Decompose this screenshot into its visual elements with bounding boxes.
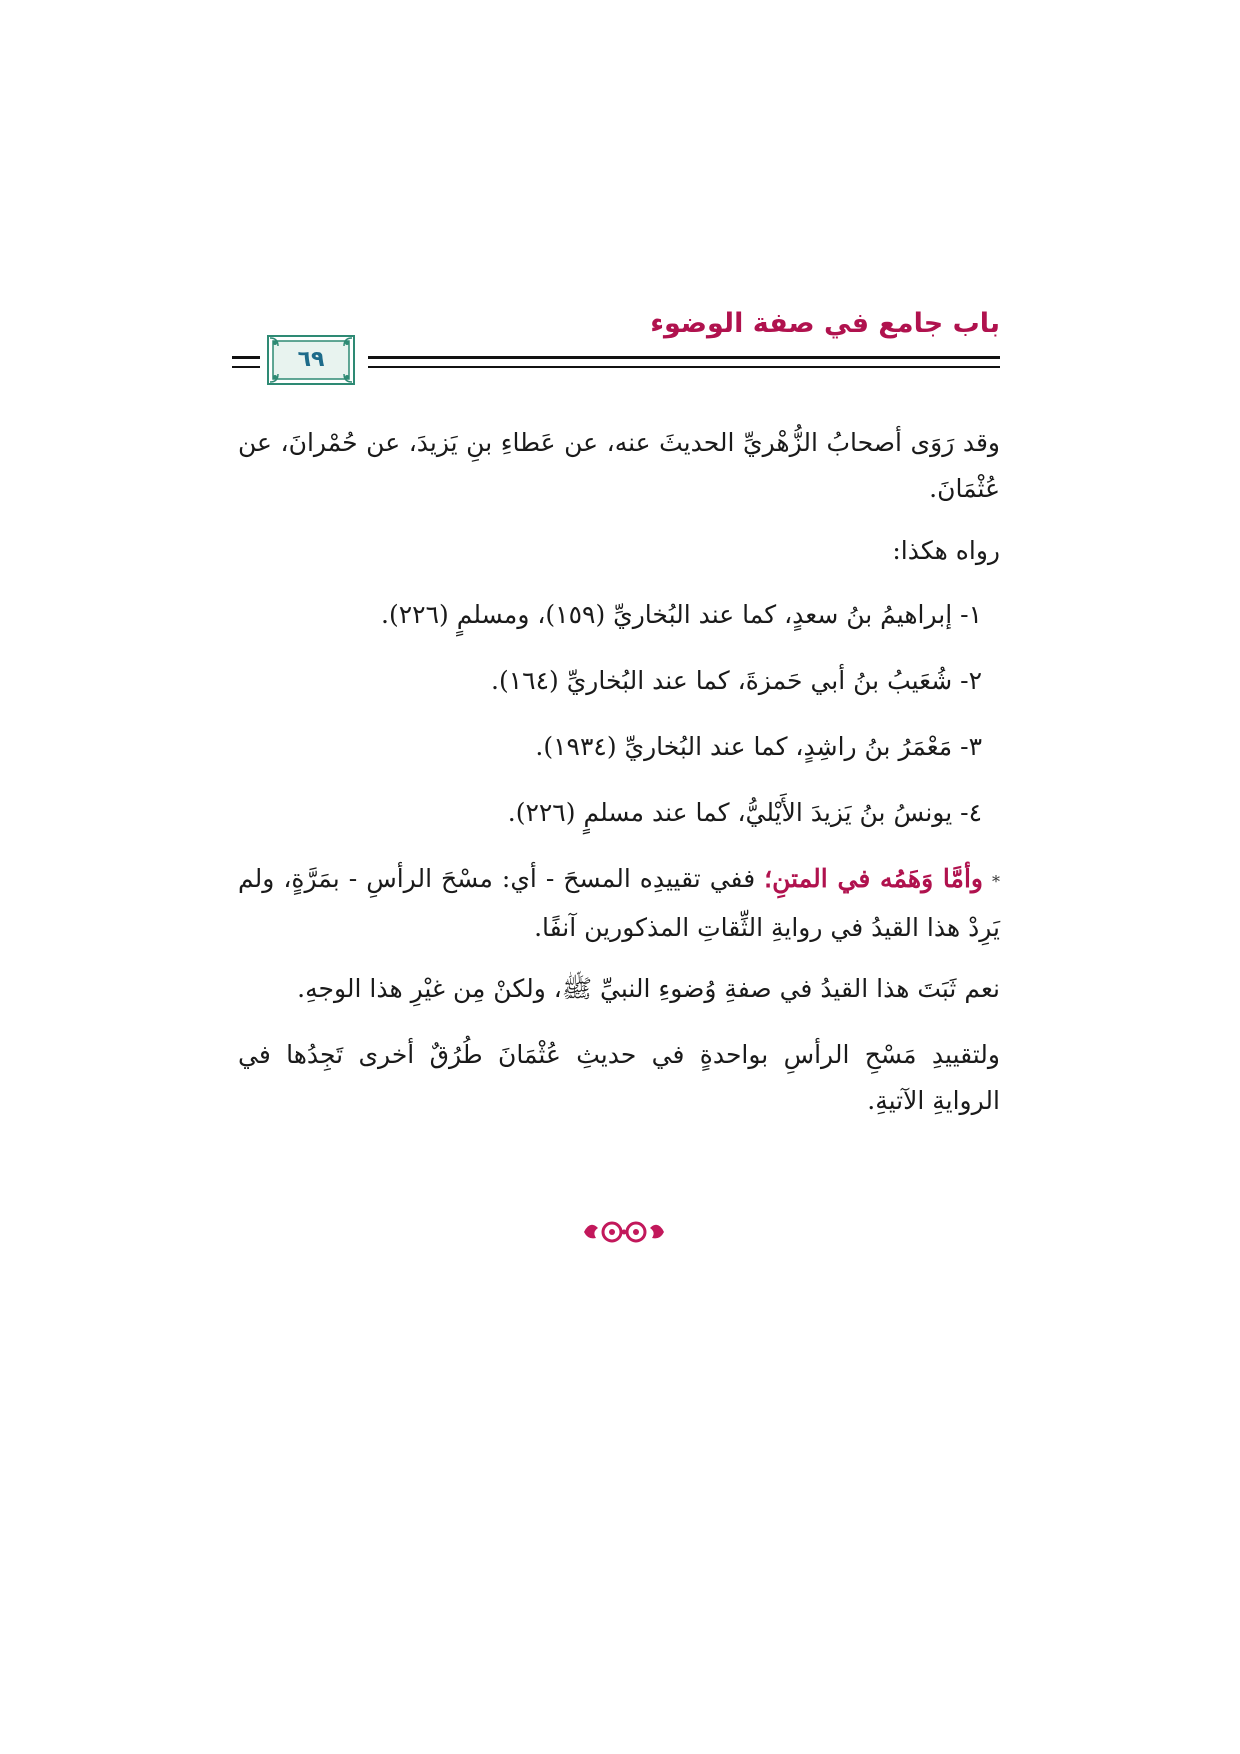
header-rule-left: [232, 356, 260, 368]
list-item-1: ١- إبراهيمُ بنُ سعدٍ، كما عند البُخاريِّ (١٥٩)، ومسلمٍ (٢٢٦).: [381, 600, 982, 629]
paragraph-3-text: ففي تقييدِه المسحَ - أي: مسْحَ الرأسِ - بمَرَّةٍ، ولم يَرِدْ هذا القيدُ في روايةِ الثِّقاتِ المذكورين آنفًا.: [238, 864, 1000, 942]
highlighted-phrase: وأمَّا وَهَمُه في المتنِ؛: [764, 864, 983, 893]
page-number-badge: [266, 334, 356, 386]
paragraph-4: نعم ثَبَتَ هذا القيدُ في صفةِ وُضوءِ النبيِّ ﷺ، ولكنْ مِن غيْرِ هذا الوجهِ.: [297, 974, 1000, 1003]
list-item-4: ٤- يونسُ بنُ يَزيدَ الأَيْليُّ، كما عند مسلمٍ (٢٢٦).: [507, 798, 982, 827]
paragraph-1: وقد رَوَى أصحابُ الزُّهْريِّ الحديثَ عنه، عن عَطاءِ بنِ يَزيدَ، عن حُمْرانَ، عن عُثْمَانَ.: [238, 428, 1000, 503]
page-number: ٦٩: [297, 347, 325, 372]
bullet-star: *: [992, 872, 1000, 891]
list-item-2: ٢- شُعَيبُ بنُ أبي حَمزةَ، كما عند البُخاريِّ (١٦٤).: [491, 666, 982, 695]
paragraph-2: رواه هكذا:: [892, 536, 1000, 565]
paragraph-5: ولتقييدِ مَسْحِ الرأسِ بواحدةٍ في حديثِ عُثْمَانَ طُرُقٌ أخرى تَجِدُها في الروايةِ الآتيةِ.: [238, 1040, 1000, 1115]
chapter-title: باب جامع في صفة الوضوء: [650, 308, 1000, 339]
header-rule: [368, 356, 1000, 368]
list-item-3: ٣- مَعْمَرُ بنُ راشِدٍ، كما عند البُخاريِّ (١٩٣٤).: [535, 732, 982, 761]
paragraph-3: [238, 856, 1000, 951]
floral-ornament-icon: [580, 1212, 668, 1252]
